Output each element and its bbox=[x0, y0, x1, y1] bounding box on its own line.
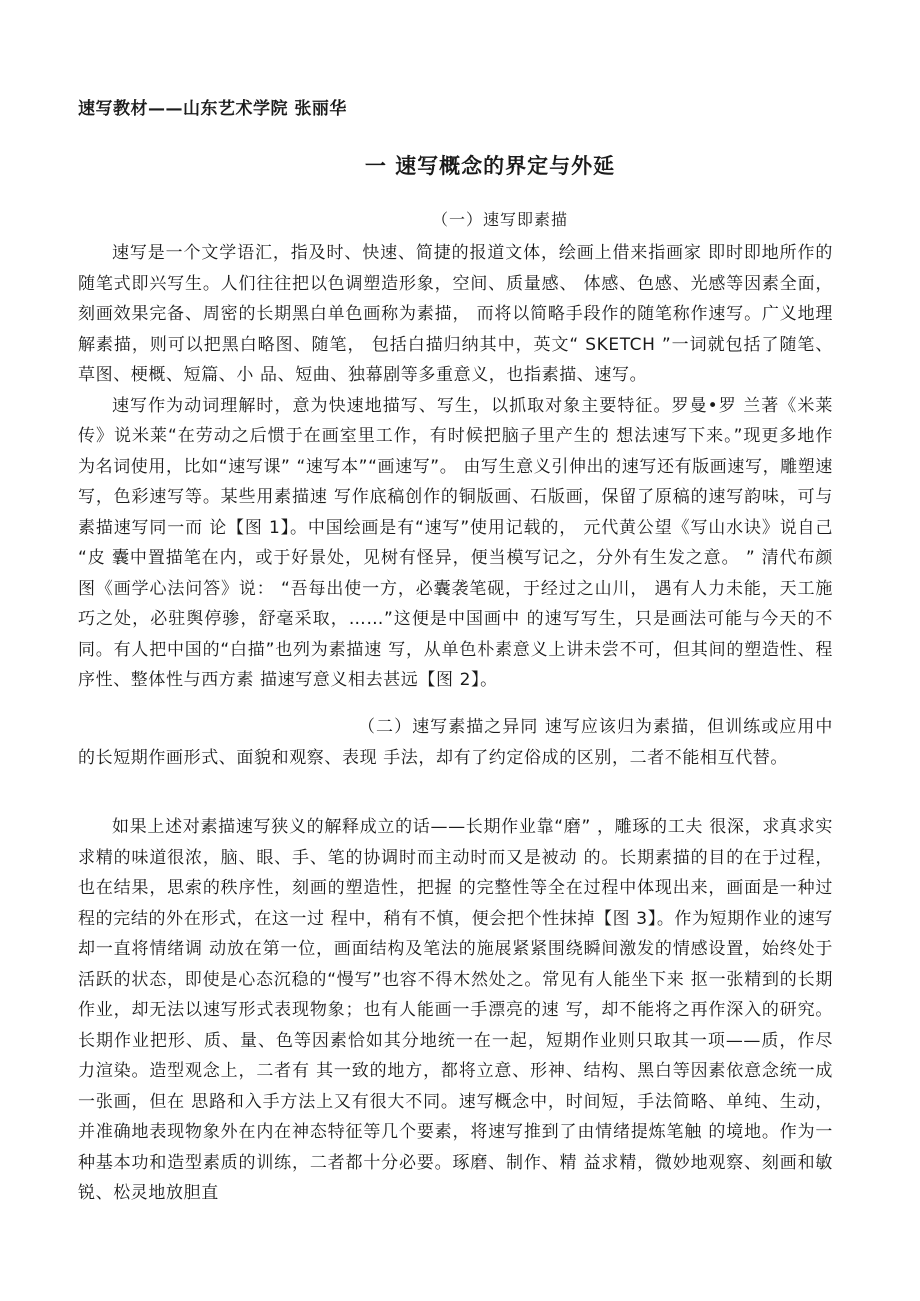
document-header: 速写教材——山东艺术学院 张丽华 bbox=[78, 99, 347, 119]
chapter-title: 一 速写概念的界定与外延 bbox=[364, 154, 616, 178]
section-2-heading-block bbox=[78, 712, 833, 773]
section-2-body bbox=[78, 812, 833, 1209]
section-2-heading-paragraph: （二）速写素描之异同 速写应该归为素描，但训练或应用中的长短期作画形式、面貌和观察、表现 手法，却有了约定俗成的区别，二者不能相互代替。 bbox=[78, 717, 833, 768]
section-1-body bbox=[78, 238, 833, 696]
section-1-heading: （一）速写即素描 bbox=[431, 210, 568, 229]
paragraph: 如果上述对素描速写狭义的解释成立的话——长期作业靠“磨” ，雕琢的工夫 很深，求真求实求精的味道很浓，脑、眼、手、笔的协调时而主动时而又是被动 的。长期素描的目的在于过程，也在结果，思索的秩序性，刻画的塑造性，把握 的完整性等全在过程中体现出来，画面是一种过程的完结的外在形式，在这一过 程中，稍有不慎，便会把个性抹掉【图 3】。作为短期作业的速写却一直将情绪调 动放在第一位，画面结构及笔法的施展紧紧围绕瞬间激发的情感设置，始终处于 活跃的状态，即使是心态沉稳的“慢写”也容不得木然处之。常见有人能坐下来 抠一张精到的长期作业，却无法以速写形式表现物象；也有人能画一手漂亮的速 写，却不能将之再作深入的研究。长期作业把形、质、量、色等因素恰如其分地统一在一起，短期作业则只取其一项——质，作尽力渲染。造型观念上，二者有 其一致的地方，都将立意、形神、结构、黑白等因素依意念统一成一张画，但在 思路和入手方法上又有很大不同。速写概念中，时间短，手法简略、单纯、生动， 并准确地表现物象外在内在神态特征等几个要素，将速写推到了由情绪提炼笔触 的境地。作为一种基本功和造型素质的训练，二者都十分必要。琢磨、制作、精 益求精，微妙地观察、刻画和敏锐、松灵地放胆直 bbox=[78, 817, 833, 1203]
paragraph: 速写是一个文学语汇，指及时、快速、简捷的报道文体，绘画上借来指画家 即时即地所作的随笔式即兴写生。人们往往把以色调塑造形象，空间、质量感、 体感、色感、光感等因素全面，刻画效果完备、周密的长期黑白单色画称为素描， 而将以简略手段作的随笔称作速写。广义地理解素描，则可以把黑白略图、随笔， 包括白描归纳其中，英文“ SKETCH ”一词就包括了随笔、草图、梗概、短篇、小 品、短曲、独幕剧等多重意义，也指素描、速写。 bbox=[78, 243, 833, 385]
paragraph: 速写作为动词理解时，意为快速地描写、写生，以抓取对象主要特征。罗曼•罗 兰著《米莱传》说米莱“在劳动之后惯于在画室里工作，有时候把脑子里产生的 想法速写下来。”现更多地作为名词使用，比如“速写课” “速写本”“画速写”。 由写生意义引伸出的速写还有版画速写，雕塑速写，色彩速写等。某些用素描速 写作底稿创作的铜版画、石版画，保留了原稿的速写韵味，可与素描速写同一而 论【图 1】。中国绘画是有“速写”使用记载的， 元代黄公望《写山水诀》说自己 “皮 囊中置描笔在内，或于好景处，见树有怪异，便当模写记之，分外有生发之意。 ” 清代布颜图《画学心法问答》说： “吾每出使一方，必囊袭笔砚，于经过之山川， 遇有人力未能，天工施巧之处，必驻舆停骖，舒毫采取，……”这便是中国画中 的速写写生，只是画法可能与今天的不同。有人把中国的“白描”也列为素描速 写，从单色朴素意义上讲未尝不可，但其间的塑造性、程序性、整体性与西方素 描速写意义相去甚远【图 2】。 bbox=[78, 395, 833, 690]
